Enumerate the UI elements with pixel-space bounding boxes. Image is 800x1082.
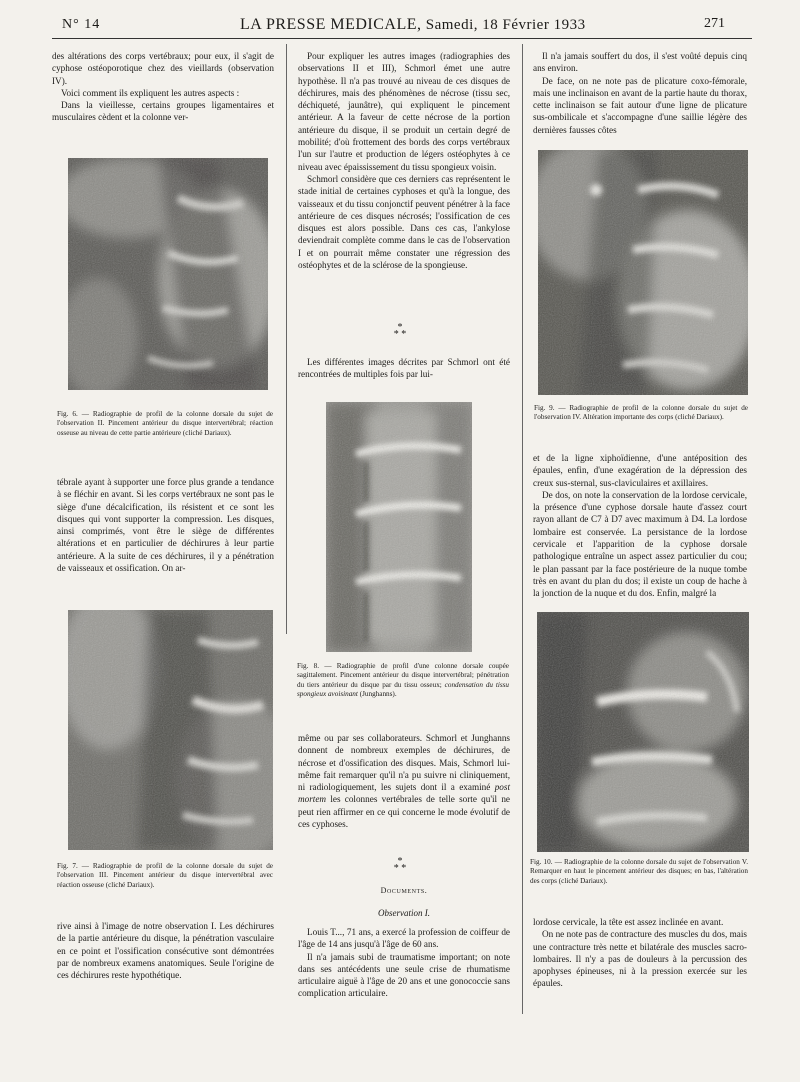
page-number: 271: [704, 16, 725, 31]
col3-top-text: [533, 50, 747, 136]
figure-9-radiograph: [538, 150, 748, 395]
paragraph: [298, 732, 510, 830]
col3-bottom-text: [533, 916, 747, 990]
paragraph: Dans la vieillesse, certains groupes ligamentaires et musculaires cèdent et la colonne ver-: [52, 100, 274, 123]
subsection-heading: Observation I.: [378, 908, 430, 918]
paragraph: Louis T..., 71 ans, a exercé la profession de coiffeur de l'âge de 14 ans jusqu'à l'âge de 60 ans.: [298, 927, 510, 950]
paragraph: Schmorl considère que ces derniers cas représentent le stade initial de certaines cyphoses et qu'à la longue, des vaisseaux et du tissu conjonctif peuvent pénétrer à la face antérieure de ces disques nécrosés; l'ossification de ces disques est alors possible. Dans ces cas, l'ankylose deviendrait complète comme dans le cas de l'observation I et on pourrait même constater une régression des ostéophytes et de la sclérose de la spongieuse.: [298, 173, 510, 271]
paragraph: Pour expliquer les autres images (radiographies des observations II et III), Schmorl émet une autre hypothèse. Il n'a pas trouvé au niveau de ces disques de déchirures, mais des phénomènes de nécrose (tissu sec, déchiqueté, jaunâtre), qui expliquent le pincement antérieur. A la faveur de cette nécrose de la portion antérieure du disque, il se produit un certain degré de mobilité; d'où frottement des bords des corps vertébraux l'un sur l'autre et production de légers ostéophytes à ce niveau avec épaississement du tissu spongieux voisin.: [298, 51, 510, 172]
figure-10-caption: Fig. 10. — Radiographie de la colonne dorsale du sujet de l'observation V. Remarquer en haut le pincement antérieur des disques; en bas, l'altération des corps (cliché Dariaux).: [530, 858, 748, 885]
section-separator: * * *: [393, 856, 407, 874]
figure-8-caption-text: Fig. 8. — Radiographie de profil d'une colonne dorsale coupée sagittalement. Pincement antérieur du disque intervertébral; pénétration du tiers antérieur du disque par du tissu osseux;: [297, 662, 509, 689]
paragraph: On ne note pas de contracture des muscles du dos, mais une contracture très nette et bilatérale des muscles sacro-lombaires. Il n'y a pas de douleurs à la percussion des apophyses épineuses, ni à la pression exercée sur les épaules.: [533, 929, 747, 989]
figure-6-caption: Fig. 6. — Radiographie de profil de la colonne dorsale du sujet de l'observation II. Pincement antérieur du disque intervertébral; réaction osseuse au niveau de cette partie antérieure (cliché Dariaux).: [57, 410, 273, 437]
figure-8-caption-emphasis: condensation du tissu spongieux avoisinant: [297, 680, 510, 699]
paragraph: lordose cervicale, la tête est assez inclinée en avant.: [533, 917, 724, 927]
paragraph: tébrale ayant à supporter une force plus grande a tendance à se fléchir en avant. Si les corps vertébraux ne sont pas le siège d'une décalcification, ils résistent et ce sont les disques qui vont supporter la compression. Les disques, ainsi comprimés, vont être le siège de différentes altérations et en particulier de déchirures à leur partie antérieure. A la suite de ces déchirures, il y a pénétration de vaisseaux et ossification. On ar-: [57, 477, 274, 574]
col2-mid-text: [298, 356, 510, 381]
col1-mid-text: [57, 476, 274, 574]
figure-7-radiograph: [68, 610, 273, 850]
figure-8-caption: [297, 662, 509, 700]
figure-7-caption: Fig. 7. — Radiographie de profil de la colonne dorsale du sujet de l'observation III. Pincement antérieur du disque intervertébral avec réaction osseuse (cliché Dariaux).: [57, 862, 273, 889]
paragraph: Il n'a jamais subi de traumatisme important; on note dans ses antécédents une seule crise de rhumatisme articulaire aiguë à l'âge de 20 ans et une gonococcie sans complication articulaire.: [298, 951, 510, 999]
paragraph: Les différentes images décrites par Schmorl ont été rencontrées de multiples fois par lui-: [298, 357, 510, 380]
paragraph: De dos, on note la conservation de la lordose cervicale, la présence d'une cyphose dorsale haute d'assez court rayon allant de C7 à D7 avec maximum à D4. La lordose lombaire est conservée. La persistance de la lordose cervicale et l'apparition de la cyphose dorsale pathologique entraîne un aspect assez particulier du cou; le plan passant par la face postérieure de la nuque tombe très en avant du plan du dos; il existe un coup de hache à la jonction de la nuque et du dos. Enfin, malgré la: [533, 489, 747, 599]
column-divider: [286, 44, 287, 634]
journal-name: LA PRESSE MEDICALE,: [240, 16, 422, 33]
section-heading: Documents.: [380, 886, 428, 895]
journal-title: [240, 16, 586, 34]
header-rule: [52, 38, 752, 39]
paragraph-emphasis: post mortem: [298, 782, 511, 805]
paragraph: des altérations des corps vertébraux; pour eux, il s'agit de cyphose ostéoporotique chez des vieillards (observation IV).: [52, 51, 274, 86]
figure-8-caption-source: (Junghanns).: [359, 690, 397, 699]
figure-9-caption: Fig. 9. — Radiographie de profil de la colonne dorsale du sujet de l'observation IV. Altération importante des corps (cliché Dariaux).: [534, 404, 748, 422]
paragraph-text: les colonnes vertébrales de telle sorte qu'il ne peut rien affirmer en ce qui concerne le mode évolutif de ces cyphoses.: [298, 794, 510, 830]
column-divider: [522, 44, 523, 1014]
figure-10-radiograph: [537, 612, 749, 852]
paragraph: et de la ligne xiphoïdienne, d'une antéposition des épaules, enfin, d'une exagération de la dépression des creux sus-sternal, sus-claviculaires et axillaires.: [533, 453, 747, 488]
col3-mid-text: [533, 452, 747, 600]
col2-bottom-text: [298, 926, 510, 1000]
issue-number: N° 14: [62, 17, 101, 32]
section-separator: * * *: [393, 322, 407, 340]
col1-top-text: [52, 50, 274, 124]
col1-bottom-text: [57, 920, 274, 981]
figure-8-radiograph: [326, 402, 472, 652]
col2-top-text: [298, 50, 510, 271]
paragraph: De face, on ne note pas de plicature coxo-fémorale, mais une inclinaison en avant de la partie haute du thorax, cette inclinaison se fait autour d'une ligne de plicature sus-ombilicale et s'accompagne d'une saillie légère des dernières fausses côtes: [533, 75, 747, 135]
figure-6-radiograph: [68, 158, 268, 390]
page-header: [0, 0, 800, 40]
paragraph-text: même ou par ses collaborateurs. Schmorl et Junghanns donnent de nombreux exemples de déchirures, de nécrose et d'ossification des disques. Mais, Schmorl lui-même fait remarquer qu'il n'a pu suivre ni cliniquement, ni radiologiquement, les sujets dont il a examiné: [298, 733, 510, 793]
col2-lower-text: [298, 732, 510, 830]
issue-date: Samedi, 18 Février 1933: [425, 17, 586, 33]
paragraph: rive ainsi à l'image de notre observation I. Les déchirures de la partie antérieure du disque, la pénétration vasculaire en ce point et l'ossification consécutive sont démontrées par de nombreux examens anatomiques. Seule l'origine de ces déchirures reste hypothétique.: [57, 921, 274, 981]
paragraph: Il n'a jamais souffert du dos, il s'est voûté depuis cinq ans environ.: [533, 51, 747, 74]
paragraph: Voici comment ils expliquent les autres aspects :: [61, 87, 240, 98]
